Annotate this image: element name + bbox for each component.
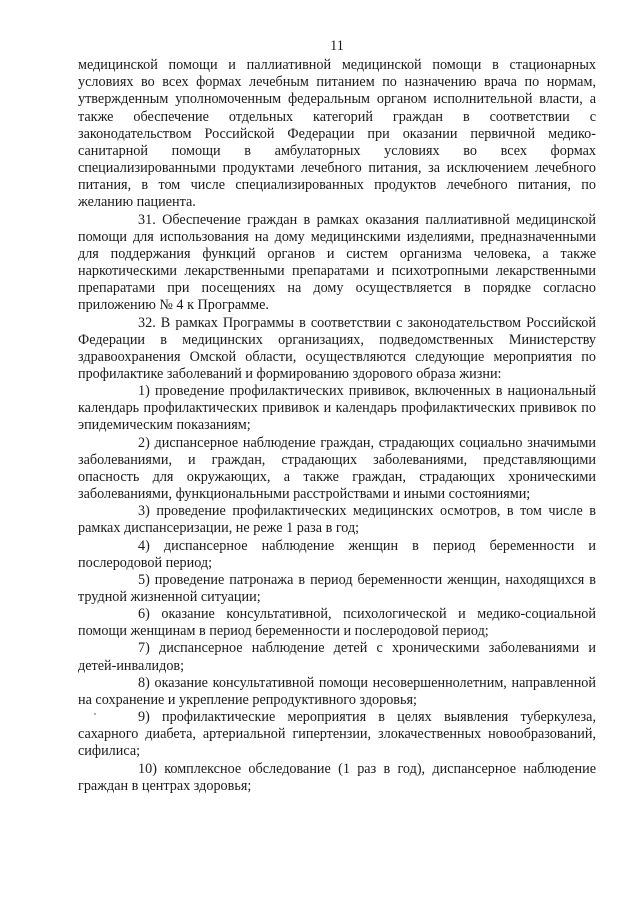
paragraph-continuation: медицинской помощи и паллиативной медицинской помощи в стационарных условиях во всех формах лечебным питанием по назначению врача по нормам, утвержденным уполномоченным федеральным органом исполнительной власти, а также обеспечение отдельных категорий граждан в соответствии с законодательством Российской Федерации при оказании первичной медико-санитарной помощи в амбулаторных условиях во всех формах специализированными продуктами лечебного питания, за исключением лечебного питания, в том числе специализированных продуктов лечебного питания, по желанию пациента. xyxy=(78,57,596,211)
paragraph-item-32: 32. В рамках Программы в соответствии с законодательством Российской Федерации в медицинских организациях, подведомственных Министерству здравоохранения Омской области, осуществляются следующие мероприятия по профилактике заболеваний и формированию здорового образа жизни: xyxy=(78,314,596,382)
list-item-8: 8) оказание консультативной помощи несовершеннолетним, направленной на сохранение и укрепление репродуктивного здоровья; xyxy=(78,674,596,708)
list-item-9: 9) профилактические мероприятия в целях выявления туберкулеза, сахарного диабета, артериальной гипертензии, злокачественных новообразований, сифилиса; xyxy=(78,709,596,760)
list-item-3: 3) проведение профилактических медицинских осмотров, в том числе в рамках диспансеризации, не реже 1 раза в год; xyxy=(78,503,596,537)
list-item-7: 7) диспансерное наблюдение детей с хроническими заболеваниями и детей-инвалидов; xyxy=(78,640,596,674)
scan-speck xyxy=(94,713,96,715)
list-item-4: 4) диспансерное наблюдение женщин в период беременности и послеродовой период; xyxy=(78,537,596,571)
list-item-6: 6) оказание консультативной, психологической и медико-социальной помощи женщинам в период беременности и послеродовой период; xyxy=(78,606,596,640)
list-item-2: 2) диспансерное наблюдение граждан, страдающих социально значимыми заболеваниями, и граждан, страдающих заболеваниями, представляющими опасность для окружающих, а также граждан, страдающих хроническими заболеваниями, функциональными расстройствами и иными состояниями; xyxy=(78,434,596,503)
list-item-1: 1) проведение профилактических прививок, включенных в национальный календарь профилактических прививок и календарь профилактических прививок по эпидемическим показаниям; xyxy=(78,383,596,434)
list-item-5: 5) проведение патронажа в период беременности женщин, находящихся в трудной жизненной ситуации; xyxy=(78,571,596,605)
page-number: 11 xyxy=(330,38,344,54)
list-item-10: 10) комплексное обследование (1 раз в год), диспансерное наблюдение граждан в центрах здоровья; xyxy=(78,760,596,794)
paragraph-item-31: 31. Обеспечение граждан в рамках оказания паллиативной медицинской помощи для использования на дому медицинскими изделиями, предназначенными для поддержания функций органов и систем организма человека, а также наркотическими лекарственными препаратами и психотропными лекарственными препаратами при посещениях на дому осуществляется в порядке согласно приложению № 4 к Программе. xyxy=(78,211,596,314)
